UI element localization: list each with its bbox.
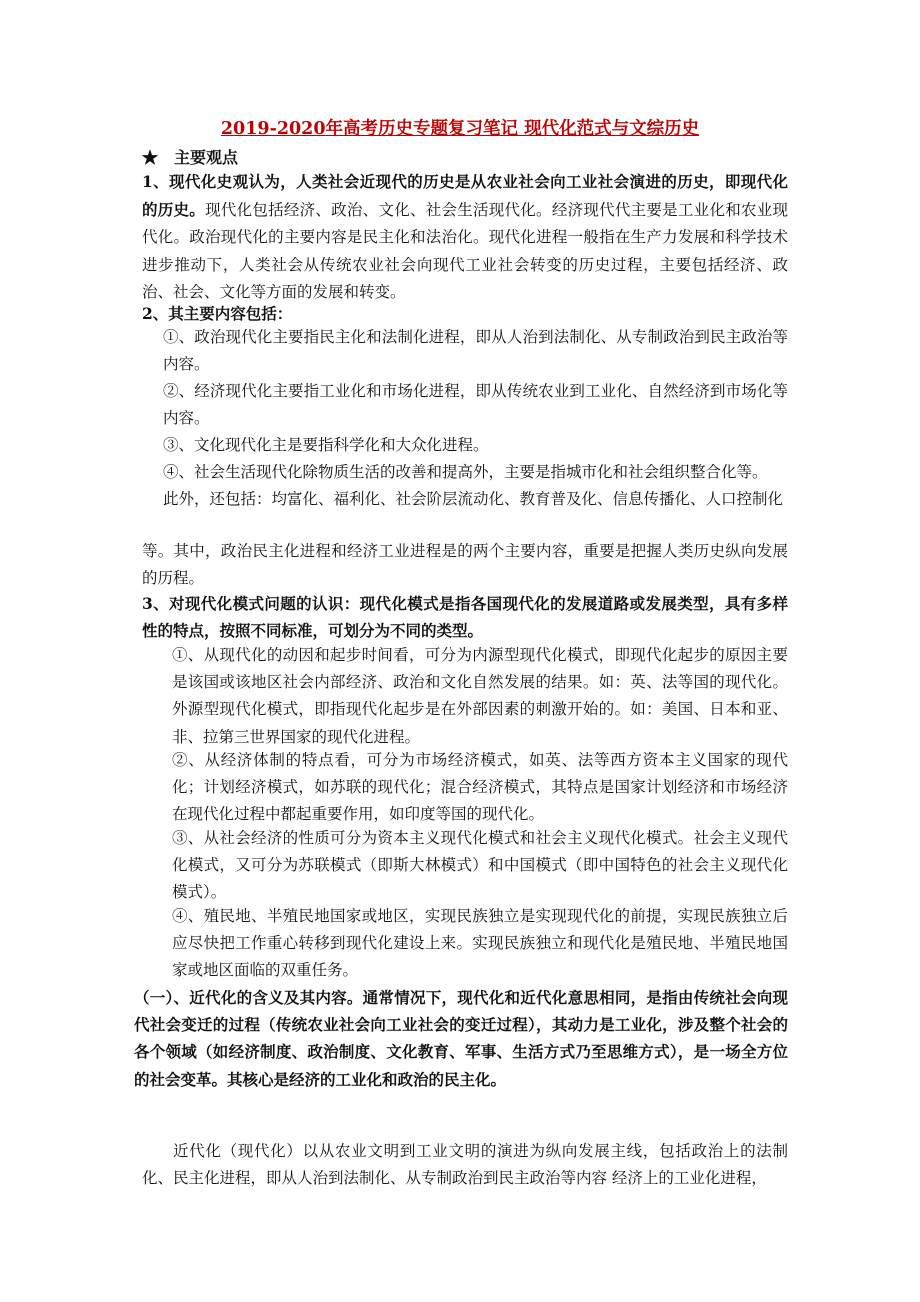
list-item-text: 殖民地、半殖民地国家或地区，实现民族独立是实现现代化的前提，实现民族独立后应尽快把工作重心转移到现代化建设上来。实现民族独立和现代化是殖民地、半殖民地国家或地区面临的双重任务。 [172,907,788,980]
list-item [172,642,788,751]
paragraph-4-text: 近代化的含义及其内容。通常情况下，现代化和近代化意思相同， [189,988,647,1007]
list-item-text: 从经济体制的特点看，可分为市场经济模式，如英、法等西方资本主义国家的现代化；计划经济模式，如苏联的现代化；混合经济模式，其特点是国家计划经济和市场经济在现代化过程中都起重要作用，如印度等国的现代化。 [172,751,788,824]
paragraph-1-number: 1、 [142,172,170,191]
document-title: 2019-2020年高考历史专题复习笔记 现代化范式与文综历史 [220,119,700,139]
paragraph-2-summary: 等。其中，政治民主化进程和经济工业进程是的两个主要内容，重要是把握人类历史纵向发展的历程。 [142,542,788,588]
paragraph-1 [142,168,788,306]
list-item-number: ④、 [172,907,204,925]
list-item: ①、政治现代化主要指民主化和法制化进程，即从人治到法制化、从专制政治到民主政治等内容。 [163,328,788,374]
paragraph-2-also: 此外，还包括：均富化、福利化、社会阶层流动化、教育普及化、信息传播化、人口控制化 [163,490,784,508]
section-heading: ★ 主要观点 [142,148,239,167]
list-item-text: 从现代化的动因和起步时间看，可分为内源型现代化模式，即现代化起步的原因主要是该国或该地区社会内部经济、政治和文化自然发展的结果。如：英、法等国的现代化。外源型现代化模式，即指现代化起步是在外部因素的刺激开始的。如：美国、日本和亚、非、拉第三世界国家的现代化进程。 [172,646,788,746]
paragraph-2-heading: 2、其主要内容包括： [142,304,293,323]
list-item-text: 从社会经济的性质可分为资本主义现代化模式和社会主义现代化模式。社会主义现代化模式，又可分为苏联模式（即斯大林模式）和中国模式（即中国特色的社会主义现代化模式）。 [172,829,788,902]
paragraph-4 [134,984,788,1093]
list-item: ②、经济现代化主要指工业化和市场化进程，即从传统农业到工业化、自然经济到市场化等内容。 [163,382,788,428]
paragraph-5: 近代化（现代化）以从农业文明到工业文明的演进为纵向发展主线，包括政治上的法制化、民主化进程，即从人治到法制化、从专制政治到民主政治等内容 经济上的工业化进程， [142,1142,788,1188]
paragraph-3-number: 3、 [142,594,170,613]
paragraph-3-bold: 对现代化模式问题的认识：现代化模式是指各国现代化的发展道路或发展类型，具有多样性的特点，按照不同标准，可划分为不同的类型。 [142,594,788,641]
paragraph-4-bold: 是指由传统社会向现代社会变迁的过程（传统农业社会向工业社会的变迁过程），其动力是工业化，涉及整个社会的各个领域（如经济制度、政治制度、文化教育、军事、生活方式乃至思维方式），是一场全方位的社会变革。其核心是经济的工业化和政治的民主化。 [134,988,788,1089]
list-item [172,825,788,907]
paragraph-1-bold: 现代化史观认为，人类社会近现代的历史是从农业社会向工业社会演进的历史，即现代化的历史。 [142,172,788,220]
list-item: ③、文化现代化主是要指科学化和大众化进程。 [163,436,489,454]
paragraph-1-text: 现代化包括经济、政治、文化、社会生活现代化。经济现代代主要是工业化和农业现代化。政治现代化的主要内容是民主化和法治化。现代化进程一般指在生产力发展和科学技术进步推动下，人类社会从传统农业社会向现代工业社会转变的历史过程，主要包括经济、政治、社会、文化等方面的发展和转变。 [142,201,788,301]
list-item-number: ③、 [172,829,204,847]
list-item-number: ①、 [172,646,204,664]
list-item [172,903,788,985]
list-item [172,747,788,829]
paragraph-3 [142,590,788,644]
paragraph-4-number: （一）、 [134,988,190,1007]
list-item: ④、社会生活现代化除物质生活的改善和提高外，主要是指城市化和社会组织整合化等。 [163,463,768,481]
list-item-number: ②、 [172,751,205,769]
